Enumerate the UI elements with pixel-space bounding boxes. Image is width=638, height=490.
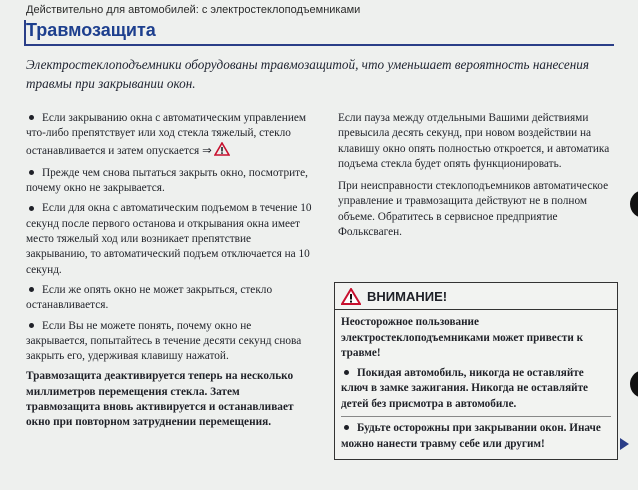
applicability-label: Действительно для автомобилей: с электростеклоподъемниками [26, 4, 361, 16]
bullet-icon [29, 206, 34, 211]
warning-box [334, 282, 618, 460]
section-title: Травмозащита [26, 20, 156, 40]
list-item: Прежде чем снова пытаться закрыть окно, посмотрите, почему окно не закрывается. [26, 166, 308, 195]
list-item: Если же опять окно не может закрыться, стекло останавливается. [26, 283, 273, 312]
warning-item: Будьте осторожны при закрывании окон. Иначе можно нанести травму себе или другим! [341, 422, 601, 450]
bullet-icon [344, 425, 349, 430]
list-item: Если Вы не можете понять, почему окно не закрывается, попытайтесь в течение десяти секунд снова закрыть его, удерживая клавишу нажатой. [26, 319, 302, 363]
warning-body [335, 310, 617, 452]
bullet-icon [29, 323, 34, 328]
bullet-icon [29, 170, 34, 175]
right-column [338, 111, 618, 247]
page-edge-tab [630, 370, 638, 398]
intro-text: Электростеклоподъемники оборудованы травмозащитой, что уменьшает вероятность нанесения травмы при закрывании окон. [26, 57, 589, 91]
warning-header [335, 283, 617, 310]
list-item: Если закрыванию окна с автоматическим управлением что-либо препятствует или ход стекла тяжелый, стекло останавливается и затем опускается ⇒ [26, 111, 312, 161]
left-column [26, 111, 312, 431]
deactivation-note: Травмозащита деактивируется теперь на несколько миллиметров перемещения стекла. Затем травмозащита вновь активируется и останавливает окно при повторном затруднении перемещения. [26, 370, 294, 429]
divider [341, 416, 611, 417]
warning-lead: Неосторожное пользование электростеклоподъемниками может привести к травме! [341, 316, 584, 359]
list-item: Если для окна с автоматическим подъемом в течение 10 секунд после первого останова и открывания окна имеет место тяжелый ход или возникает препятствие закрыванию, то автоматический подъем отключается на 10 секунд. [26, 202, 312, 276]
malfunction-paragraph: При неисправности стеклоподъемников автоматическое управление и травмозащита действуют не в полном объеме. Обратитесь в сервисное предприятие Фольксваген. [338, 180, 609, 239]
warning-triangle-icon [341, 288, 361, 305]
warning-item: Покидая автомобиль, никогда не оставляйте ключ в замке зажигания. Никогда не оставляйте детей без присмотра в автомобиле. [341, 366, 589, 410]
warning-heading: ВНИМАНИЕ! [367, 288, 448, 304]
page-edge-tab [630, 190, 638, 218]
bullet-icon [29, 115, 34, 120]
pause-paragraph: Если пауза между отдельными Вашими действиями превысила десять секунд, при новом воздействии на клавишу окно опять полностью откроется, и автоматика подъема стекла будет опять функционировать. [338, 112, 610, 170]
warning-triangle-icon [214, 142, 230, 161]
next-page-arrow-icon[interactable] [620, 438, 629, 450]
bullet-icon [344, 370, 349, 375]
title-underline [24, 44, 614, 46]
bullet-icon [29, 287, 34, 292]
